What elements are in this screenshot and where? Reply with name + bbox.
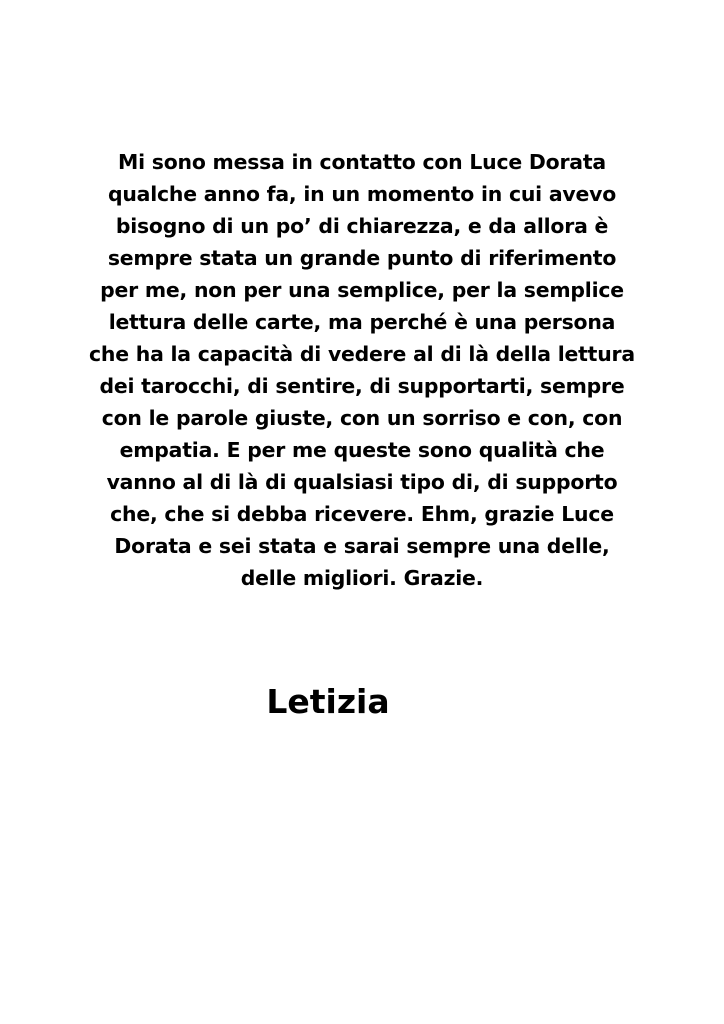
testimonial-line: bisogno di un po’ di chiarezza, e da allora è — [115, 214, 609, 238]
testimonial-line: qualche anno fa, in un momento in cui avevo — [107, 182, 617, 206]
testimonial-line: Mi sono messa in contatto con Luce Dorata — [118, 150, 606, 174]
testimonial-line: delle migliori. Grazie. — [240, 566, 484, 590]
testimonial-line: empatia. E per me queste sono qualità che — [119, 438, 605, 462]
testimonial-line: per me, non per una semplice, per la semplice — [100, 278, 624, 302]
testimonial-line: con le parole giuste, con un sorriso e con, con — [101, 406, 623, 430]
testimonial-line: dei tarocchi, di sentire, di supportarti, sempre — [99, 374, 625, 398]
testimonial-line: Dorata e sei stata e sarai sempre una delle, — [114, 534, 610, 558]
testimonial-line: che ha la capacità di vedere al di là della lettura — [89, 342, 635, 366]
testimonial-line: vanno al di là di qualsiasi tipo di, di supporto — [106, 470, 618, 494]
signature-name: Letizia — [266, 682, 390, 721]
testimonial-line: lettura delle carte, ma perché è una persona — [108, 310, 616, 334]
testimonial-text — [40, 146, 684, 594]
testimonial-line: sempre stata un grande punto di riferimento — [107, 246, 617, 270]
testimonial-line: che, che si debba ricevere. Ehm, grazie Luce — [110, 502, 614, 526]
